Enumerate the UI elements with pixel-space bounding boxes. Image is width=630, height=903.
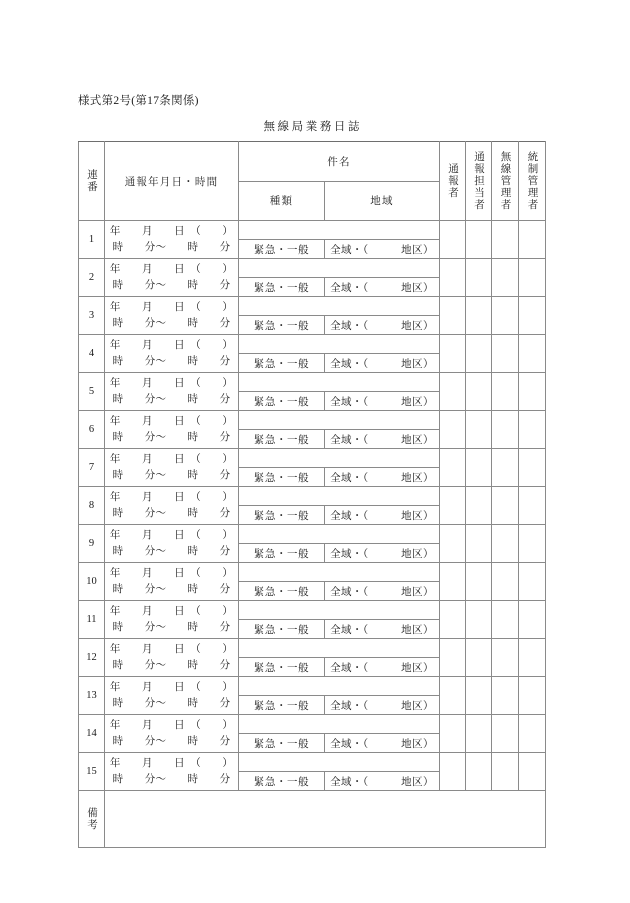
row-reporter-cell[interactable] xyxy=(440,753,466,791)
row-report-officer-cell[interactable] xyxy=(466,677,492,715)
row-serial-number: 6 xyxy=(79,411,105,449)
row-control-manager-cell[interactable] xyxy=(519,335,546,373)
row-subject-entry-cell[interactable] xyxy=(239,563,440,582)
row-serial-number: 10 xyxy=(79,563,105,601)
radio-station-log-table xyxy=(78,141,546,848)
table-row xyxy=(79,221,546,240)
header-subject-kind-label: 種類 xyxy=(269,196,294,208)
table-footer xyxy=(79,791,546,848)
row-radio-manager-cell[interactable] xyxy=(492,335,519,373)
row-serial-number: 7 xyxy=(79,449,105,487)
row-area-options[interactable]: 全域・（ 地区） xyxy=(325,544,440,563)
row-radio-manager-cell[interactable] xyxy=(492,639,519,677)
row-kind-options[interactable]: 緊急・一般 xyxy=(239,620,325,639)
row-report-officer-cell[interactable] xyxy=(466,715,492,753)
row-radio-manager-cell[interactable] xyxy=(492,601,519,639)
row-datetime-cell[interactable] xyxy=(105,525,239,563)
row-area-options[interactable]: 全域・（ 地区） xyxy=(325,354,440,373)
row-kind-options[interactable]: 緊急・一般 xyxy=(239,278,325,297)
row-radio-manager-cell[interactable] xyxy=(492,411,519,449)
row-kind-options[interactable]: 緊急・一般 xyxy=(239,392,325,411)
remarks-label-cell xyxy=(79,791,105,848)
row-control-manager-cell[interactable] xyxy=(519,259,546,297)
row-reporter-cell[interactable] xyxy=(440,639,466,677)
row-control-manager-cell[interactable] xyxy=(519,411,546,449)
row-control-manager-cell[interactable] xyxy=(519,449,546,487)
header-report-datetime xyxy=(105,142,239,221)
row-datetime-cell[interactable] xyxy=(105,601,239,639)
row-kind-options[interactable]: 緊急・一般 xyxy=(239,772,325,791)
log-table-container xyxy=(78,141,545,848)
row-serial-number: 15 xyxy=(79,753,105,791)
row-date-line: 年 月 日 （ ） xyxy=(109,606,234,618)
row-subject-entry-cell[interactable] xyxy=(239,639,440,658)
row-kind-options[interactable]: 緊急・一般 xyxy=(239,316,325,335)
row-serial-number: 3 xyxy=(79,297,105,335)
row-reporter-cell[interactable] xyxy=(440,297,466,335)
row-radio-manager-cell[interactable] xyxy=(492,259,519,297)
row-kind-options[interactable]: 緊急・一般 xyxy=(239,506,325,525)
row-subject-entry-cell[interactable] xyxy=(239,753,440,772)
row-reporter-cell[interactable] xyxy=(440,487,466,525)
header-radio-manager xyxy=(492,142,519,221)
header-subject-area-label: 地域 xyxy=(370,196,394,208)
row-reporter-cell[interactable] xyxy=(440,601,466,639)
row-serial-number: 2 xyxy=(79,259,105,297)
table-row xyxy=(79,449,546,468)
row-report-officer-cell[interactable] xyxy=(466,753,492,791)
header-radio-manager-label: 無線管理者 xyxy=(499,151,511,211)
row-datetime-cell[interactable] xyxy=(105,715,239,753)
row-kind-options[interactable]: 緊急・一般 xyxy=(239,734,325,753)
row-serial-number: 4 xyxy=(79,335,105,373)
row-serial-number: 14 xyxy=(79,715,105,753)
row-subject-entry-cell[interactable] xyxy=(239,411,440,430)
row-report-officer-cell[interactable] xyxy=(466,335,492,373)
header-control-manager-label: 統制管理者 xyxy=(526,151,538,211)
row-kind-options[interactable]: 緊急・一般 xyxy=(239,582,325,601)
row-control-manager-cell[interactable] xyxy=(519,601,546,639)
row-reporter-cell[interactable] xyxy=(440,221,466,259)
row-serial-number: 8 xyxy=(79,487,105,525)
table-row xyxy=(79,563,546,582)
row-radio-manager-cell[interactable] xyxy=(492,563,519,601)
row-reporter-cell[interactable] xyxy=(440,677,466,715)
row-serial-number: 12 xyxy=(79,639,105,677)
row-datetime-cell[interactable] xyxy=(105,259,239,297)
row-radio-manager-cell[interactable] xyxy=(492,487,519,525)
row-area-options[interactable]: 全域・（ 地区） xyxy=(325,734,440,753)
row-time-line: 時 分～ 時 分 xyxy=(112,583,231,595)
header-subject-area xyxy=(325,181,440,221)
row-date-line: 年 月 日 （ ） xyxy=(109,264,234,276)
row-report-officer-cell[interactable] xyxy=(466,563,492,601)
row-datetime-cell[interactable] xyxy=(105,373,239,411)
row-reporter-cell[interactable] xyxy=(440,373,466,411)
row-radio-manager-cell[interactable] xyxy=(492,715,519,753)
row-date-line: 年 月 日 （ ） xyxy=(109,530,234,542)
row-date-line: 年 月 日 （ ） xyxy=(109,454,234,466)
row-time-line: 時 分～ 時 分 xyxy=(112,317,231,329)
row-reporter-cell[interactable] xyxy=(440,259,466,297)
row-date-line: 年 月 日 （ ） xyxy=(109,302,234,314)
row-report-officer-cell[interactable] xyxy=(466,601,492,639)
row-subject-entry-cell[interactable] xyxy=(239,601,440,620)
row-reporter-cell[interactable] xyxy=(440,525,466,563)
row-radio-manager-cell[interactable] xyxy=(492,753,519,791)
remarks-input-cell[interactable] xyxy=(105,791,546,848)
row-area-options[interactable]: 全域・（ 地区） xyxy=(325,316,440,335)
row-control-manager-cell[interactable] xyxy=(519,373,546,411)
row-report-officer-cell[interactable] xyxy=(466,411,492,449)
row-date-line: 年 月 日 （ ） xyxy=(109,340,234,352)
row-area-options[interactable]: 全域・（ 地区） xyxy=(325,506,440,525)
row-reporter-cell[interactable] xyxy=(440,411,466,449)
row-area-options[interactable]: 全域・（ 地区） xyxy=(325,620,440,639)
row-serial-number: 9 xyxy=(79,525,105,563)
row-subject-entry-cell[interactable] xyxy=(239,715,440,734)
row-date-line: 年 月 日 （ ） xyxy=(109,416,234,428)
row-time-line: 時 分～ 時 分 xyxy=(112,773,231,785)
row-area-options[interactable]: 全域・（ 地区） xyxy=(325,278,440,297)
row-report-officer-cell[interactable] xyxy=(466,221,492,259)
table-header xyxy=(79,142,546,221)
table-row xyxy=(79,487,546,506)
row-area-options[interactable]: 全域・（ 地区） xyxy=(325,392,440,411)
row-datetime-cell[interactable] xyxy=(105,449,239,487)
row-datetime-cell[interactable] xyxy=(105,753,239,791)
row-reporter-cell[interactable] xyxy=(440,335,466,373)
row-report-officer-cell[interactable] xyxy=(466,259,492,297)
table-row xyxy=(79,601,546,620)
row-serial-number: 11 xyxy=(79,601,105,639)
header-subject xyxy=(239,142,440,182)
form-number-label: 様式第2号(第17条関係) xyxy=(78,95,199,107)
row-time-line: 時 分～ 時 分 xyxy=(112,279,231,291)
table-row xyxy=(79,715,546,734)
header-row-primary xyxy=(79,142,546,182)
row-datetime-cell[interactable] xyxy=(105,677,239,715)
row-datetime-cell[interactable] xyxy=(105,297,239,335)
row-control-manager-cell[interactable] xyxy=(519,563,546,601)
row-date-line: 年 月 日 （ ） xyxy=(109,492,234,504)
row-report-officer-cell[interactable] xyxy=(466,449,492,487)
row-datetime-cell[interactable] xyxy=(105,487,239,525)
row-control-manager-cell[interactable] xyxy=(519,677,546,715)
row-radio-manager-cell[interactable] xyxy=(492,525,519,563)
row-time-line: 時 分～ 時 分 xyxy=(112,545,231,557)
row-kind-options[interactable]: 緊急・一般 xyxy=(239,354,325,373)
row-area-options[interactable]: 全域・（ 地区） xyxy=(325,658,440,677)
row-serial-number: 1 xyxy=(79,221,105,259)
row-time-line: 時 分～ 時 分 xyxy=(112,469,231,481)
row-area-options[interactable]: 全域・（ 地区） xyxy=(325,240,440,259)
table-row xyxy=(79,297,546,316)
row-radio-manager-cell[interactable] xyxy=(492,221,519,259)
row-time-line: 時 分～ 時 分 xyxy=(112,659,231,671)
row-reporter-cell[interactable] xyxy=(440,449,466,487)
row-date-line: 年 月 日 （ ） xyxy=(109,226,234,238)
table-row xyxy=(79,677,546,696)
header-report-officer xyxy=(466,142,492,221)
row-subject-entry-cell[interactable] xyxy=(239,259,440,278)
row-area-options[interactable]: 全域・（ 地区） xyxy=(325,430,440,449)
row-subject-entry-cell[interactable] xyxy=(239,221,440,240)
header-report-officer-label: 通報担当者 xyxy=(473,151,484,211)
row-time-line: 時 分～ 時 分 xyxy=(112,241,231,253)
row-time-line: 時 分～ 時 分 xyxy=(112,735,231,747)
row-date-line: 年 月 日 （ ） xyxy=(109,682,234,694)
row-kind-options[interactable]: 緊急・一般 xyxy=(239,240,325,259)
row-radio-manager-cell[interactable] xyxy=(492,677,519,715)
row-kind-options[interactable]: 緊急・一般 xyxy=(239,430,325,449)
remarks-row xyxy=(79,791,546,848)
row-report-officer-cell[interactable] xyxy=(466,297,492,335)
row-kind-options[interactable]: 緊急・一般 xyxy=(239,468,325,487)
row-datetime-cell[interactable] xyxy=(105,221,239,259)
table-body xyxy=(79,221,546,791)
row-kind-options[interactable]: 緊急・一般 xyxy=(239,696,325,715)
row-time-line: 時 分～ 時 分 xyxy=(112,507,231,519)
row-subject-entry-cell[interactable] xyxy=(239,297,440,316)
row-radio-manager-cell[interactable] xyxy=(492,449,519,487)
row-datetime-cell[interactable] xyxy=(105,639,239,677)
row-datetime-cell[interactable] xyxy=(105,563,239,601)
header-control-manager xyxy=(519,142,546,221)
table-row xyxy=(79,335,546,354)
row-radio-manager-cell[interactable] xyxy=(492,297,519,335)
row-area-options[interactable]: 全域・（ 地区） xyxy=(325,468,440,487)
row-subject-entry-cell[interactable] xyxy=(239,677,440,696)
row-report-officer-cell[interactable] xyxy=(466,373,492,411)
table-row xyxy=(79,753,546,772)
row-subject-entry-cell[interactable] xyxy=(239,373,440,392)
header-subject-kind xyxy=(239,181,325,221)
row-serial-number: 13 xyxy=(79,677,105,715)
row-time-line: 時 分～ 時 分 xyxy=(112,431,231,443)
row-control-manager-cell[interactable] xyxy=(519,297,546,335)
table-row xyxy=(79,373,546,392)
header-reporter xyxy=(440,142,466,221)
row-control-manager-cell[interactable] xyxy=(519,525,546,563)
row-reporter-cell[interactable] xyxy=(440,563,466,601)
row-time-line: 時 分～ 時 分 xyxy=(112,355,231,367)
row-report-officer-cell[interactable] xyxy=(466,639,492,677)
row-date-line: 年 月 日 （ ） xyxy=(109,378,234,390)
row-time-line: 時 分～ 時 分 xyxy=(112,697,231,709)
row-control-manager-cell[interactable] xyxy=(519,487,546,525)
row-date-line: 年 月 日 （ ） xyxy=(109,758,234,770)
row-radio-manager-cell[interactable] xyxy=(492,373,519,411)
header-serial-no xyxy=(79,142,105,221)
table-row xyxy=(79,411,546,430)
table-row xyxy=(79,639,546,658)
remarks-label: 備考 xyxy=(86,807,97,831)
row-datetime-cell[interactable] xyxy=(105,411,239,449)
header-report-datetime-label: 通報年月日・時間 xyxy=(124,176,219,188)
row-subject-entry-cell[interactable] xyxy=(239,449,440,468)
row-control-manager-cell[interactable] xyxy=(519,639,546,677)
table-row xyxy=(79,259,546,278)
row-time-line: 時 分～ 時 分 xyxy=(112,393,231,405)
row-kind-options[interactable]: 緊急・一般 xyxy=(239,544,325,563)
row-report-officer-cell[interactable] xyxy=(466,487,492,525)
row-date-line: 年 月 日 （ ） xyxy=(109,644,234,656)
header-serial-no-label: 連番 xyxy=(86,169,97,193)
row-area-options[interactable]: 全域・（ 地区） xyxy=(325,696,440,715)
row-control-manager-cell[interactable] xyxy=(519,753,546,791)
row-subject-entry-cell[interactable] xyxy=(239,335,440,354)
row-report-officer-cell[interactable] xyxy=(466,525,492,563)
row-date-line: 年 月 日 （ ） xyxy=(109,568,234,580)
row-area-options[interactable]: 全域・（ 地区） xyxy=(325,582,440,601)
document-title: 無線局業務日誌 xyxy=(263,121,363,133)
row-time-line: 時 分～ 時 分 xyxy=(112,621,231,633)
row-control-manager-cell[interactable] xyxy=(519,221,546,259)
header-subject-label: 件名 xyxy=(327,156,351,168)
row-subject-entry-cell[interactable] xyxy=(239,487,440,506)
table-row xyxy=(79,525,546,544)
row-datetime-cell[interactable] xyxy=(105,335,239,373)
row-area-options[interactable]: 全域・（ 地区） xyxy=(325,772,440,791)
row-date-line: 年 月 日 （ ） xyxy=(109,720,234,732)
row-serial-number: 5 xyxy=(79,373,105,411)
row-kind-options[interactable]: 緊急・一般 xyxy=(239,658,325,677)
row-reporter-cell[interactable] xyxy=(440,715,466,753)
row-control-manager-cell[interactable] xyxy=(519,715,546,753)
row-subject-entry-cell[interactable] xyxy=(239,525,440,544)
header-reporter-label: 通報者 xyxy=(447,163,458,199)
